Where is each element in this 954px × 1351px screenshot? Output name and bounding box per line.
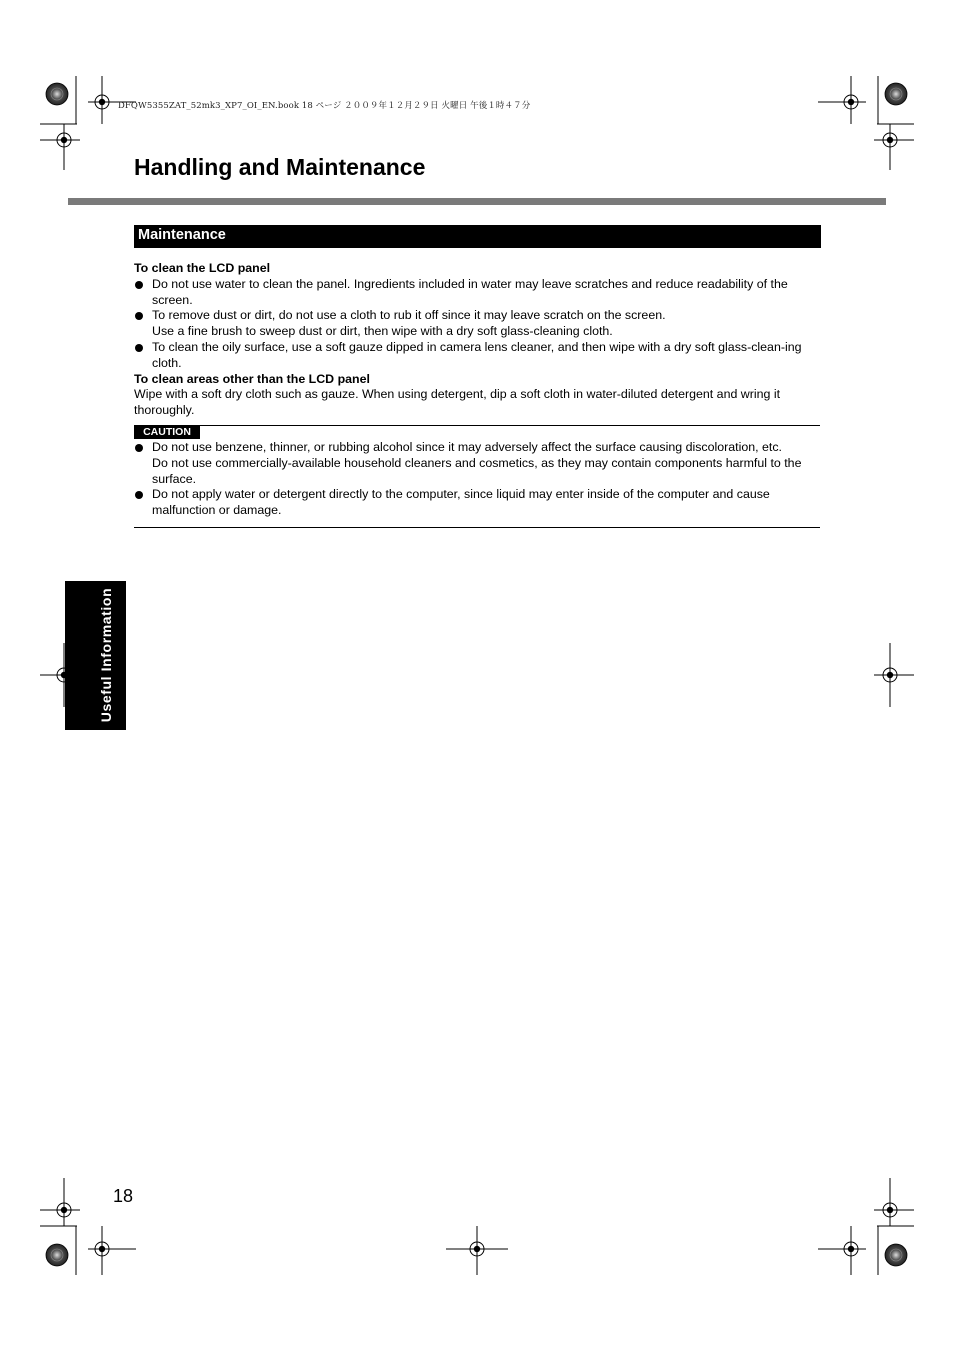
caution-bullet-list [134, 440, 820, 519]
section-heading: Maintenance [134, 225, 821, 248]
list-item [134, 440, 820, 487]
bullet-icon [135, 281, 143, 289]
list-item [134, 308, 820, 340]
bullet-icon [135, 312, 143, 320]
color-target-icon [46, 83, 68, 105]
bullet-icon [135, 444, 143, 452]
list-item [134, 487, 820, 519]
list-item-text: To remove dust or dirt, do not use a cloth to rub it off since it may leave scratch on the screen. [152, 308, 666, 323]
list-item-text: Do not apply water or detergent directly to the computer, since liquid may enter inside of the computer and cause malfunction or damage. [152, 487, 770, 518]
lcd-heading: To clean the LCD panel [134, 261, 271, 275]
list-item-text: Do not use water to clean the panel. Ingredients included in water may leave scratches and reduce readability of the screen. [152, 276, 788, 307]
list-item [134, 340, 820, 372]
color-target-icon [46, 1244, 68, 1266]
lcd-bullet-list [134, 277, 820, 372]
maintenance-content [134, 261, 820, 419]
side-tab-label: Useful Information [98, 587, 114, 723]
list-item [134, 277, 820, 309]
other-areas-heading: To clean areas other than the LCD panel [134, 371, 370, 386]
list-item-text: Do not use benzene, thinner, or rubbing alcohol since it may adversely affect the surface causing discoloration, etc. [152, 440, 782, 454]
other-areas-text: Wipe with a soft dry cloth such as gauze. When using detergent, dip a soft cloth in water-diluted detergent and wring it thoroughly. [134, 387, 781, 418]
side-tab [65, 581, 126, 730]
print-header: DFQW5355ZAT_52mk3_XP7_OI_EN.book 18 ページ ２００９年１２月２９日 火曜日 午後１時４７分 [118, 101, 531, 111]
page-number: 18 [113, 1186, 134, 1206]
bullet-icon [135, 491, 143, 499]
caution-badge: CAUTION [134, 426, 200, 439]
list-item-text: Do not use commercially-available household cleaners and cosmetics, as they may contain components harmful to the surface. [152, 455, 802, 486]
list-item-text: To clean the oily surface, use a soft gauze dipped in camera lens cleaner, and then wipe with a dry soft glass-clean-ing cloth. [152, 339, 802, 370]
page-title: Handling and Maintenance [134, 154, 426, 180]
list-item-text: Use a fine brush to sweep dust or dirt, then wipe with a dry soft glass-cleaning cloth. [152, 324, 613, 339]
bullet-icon [135, 344, 143, 352]
caution-box [134, 425, 820, 528]
color-target-icon [885, 83, 907, 105]
color-target-icon [885, 1244, 907, 1266]
title-rule [68, 198, 886, 205]
